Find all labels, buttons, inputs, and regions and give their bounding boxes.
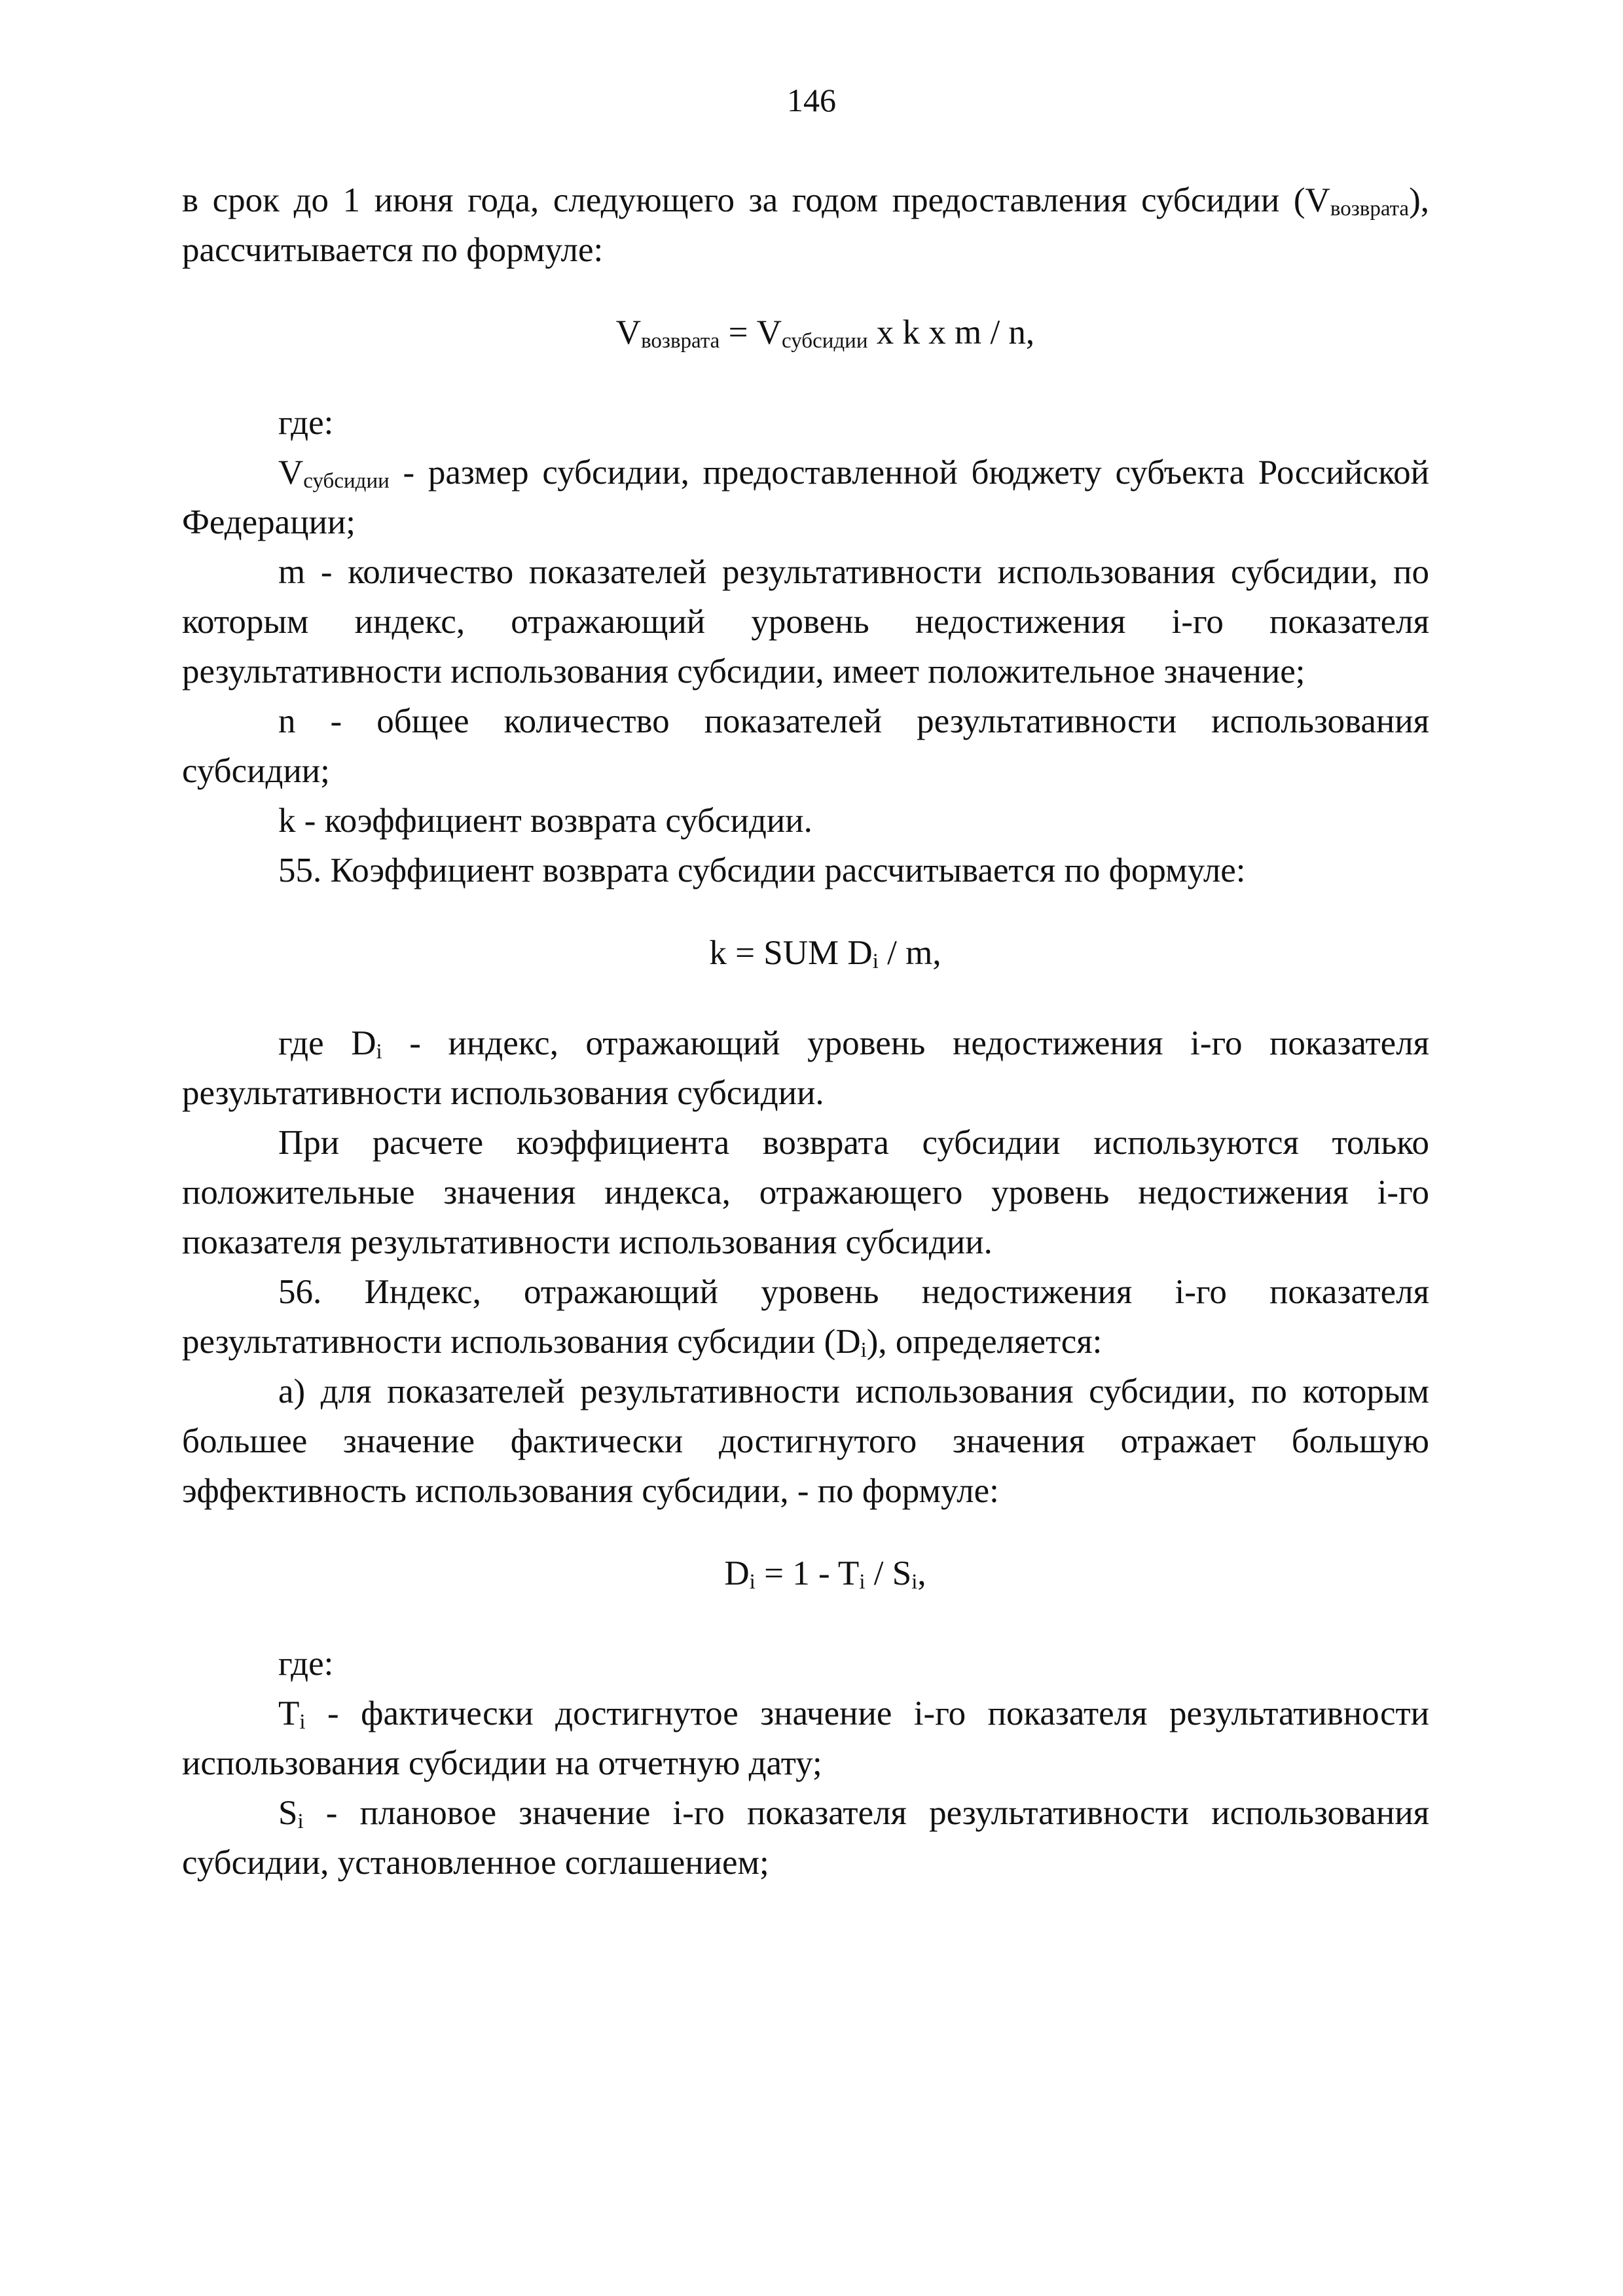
where-label-2: где: [278, 1645, 334, 1683]
formula-k: k = SUM $D_i$ / m, [709, 934, 941, 973]
definition-d: где $D_i$ - индекс, отражающий уровень недостижения i-го показателя результативности использования субсидии. [182, 1024, 1429, 1112]
clause-55: 55. Коэффициент возврата субсидии рассчитывается по формуле: [278, 852, 1246, 889]
definition-m: m - количество показателей результативности использования субсидии, по которым индекс, отражающий уровень недостижения i-го показателя результативности использования субсидии, имеет положительное значение; [182, 553, 1429, 691]
definition-t: $T_i$ - фактически достигнутое значение i-го показателя результативности использования субсидии на отчетную дату; [182, 1695, 1429, 1782]
definition-k: k - коэффициент возврата субсидии. [278, 802, 812, 840]
document-body [182, 175, 1429, 1888]
subclause-a: а) для показателей результативности использования субсидии, по которым большее значение фактически достигнутого значения отражает большую эффективность использования субсидии, - по формуле: [182, 1372, 1429, 1510]
paragraph-calculation-note: При расчете коэффициента возврата субсидии используются только положительные значения индекса, отражающего уровень недостижения i-го показателя результативности использования субсидии. [182, 1124, 1429, 1261]
definition-n: n - общее количество показателей результативности использования субсидии; [182, 702, 1429, 790]
formula-d: $D_i = 1 - T_i / S_i$, [724, 1554, 926, 1594]
definition-v-subsidy: $V_{субсидии}$ - размер субсидии, предоставленной бюджету субъекта Российской Федерации; [182, 454, 1429, 541]
paragraph-intro: в срок до 1 июня года, следующего за годом предоставления субсидии $(V_{возврата})$, рассчитывается по формуле: [182, 181, 1429, 269]
definition-s: $S_i$ - плановое значение i-го показателя результативности использования субсидии, установленное соглашением; [182, 1794, 1429, 1882]
page-number: 146 [787, 82, 836, 118]
clause-56: 56. Индекс, отражающий уровень недостижения i-го показателя результативности использования субсидии $(D_i)$, определяется: [182, 1273, 1429, 1362]
where-label: где: [278, 404, 334, 442]
formula-v-return: $V_{возврата} = V_{субсидии}$ x k x m / n, [615, 314, 1035, 353]
